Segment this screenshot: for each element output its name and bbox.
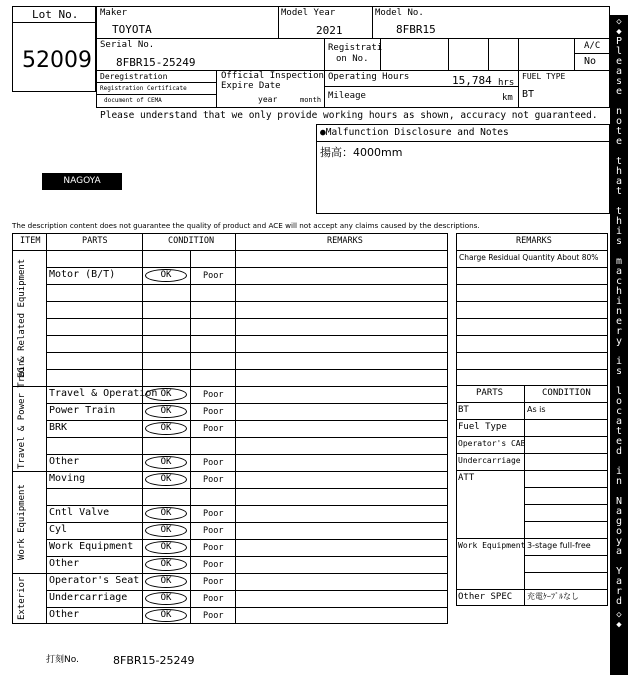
diamond-icon: ◆ bbox=[616, 620, 622, 630]
row-divider bbox=[46, 539, 448, 540]
hrs-label: hrs bbox=[498, 78, 515, 88]
poor-option: Poor bbox=[203, 543, 224, 553]
remarks-entry: Charge Residual Quantity About 80% bbox=[459, 253, 599, 262]
expire-date-label: Expire Date bbox=[221, 81, 281, 91]
row-divider bbox=[46, 403, 448, 404]
row-divider bbox=[46, 590, 448, 591]
operating-hours-value: 15,784 bbox=[452, 74, 492, 87]
group-divider bbox=[12, 386, 448, 387]
remarks-header: REMARKS bbox=[516, 236, 552, 246]
sidebar-word: l o c a t e d bbox=[615, 386, 623, 457]
ok-circled-mark: OK bbox=[145, 456, 187, 469]
sidebar-word: t h a t bbox=[615, 156, 623, 197]
document-cema-label: document of CEMA bbox=[104, 97, 162, 104]
part-name: Cyl bbox=[49, 524, 68, 535]
parts-header-divider bbox=[456, 402, 608, 403]
poor-option: Poor bbox=[203, 594, 224, 604]
row-divider bbox=[46, 437, 448, 438]
parts-entry: Other SPEC bbox=[458, 592, 513, 602]
poor-option: Poor bbox=[203, 526, 224, 536]
registration-label-2: on No. bbox=[336, 54, 369, 64]
poor-option: Poor bbox=[203, 271, 224, 281]
group-label: Work Equipment bbox=[17, 484, 27, 560]
row-divider bbox=[46, 318, 448, 319]
malfunction-title: ●Malfunction Disclosure and Notes bbox=[320, 127, 509, 138]
row-divider bbox=[46, 369, 448, 370]
col-divider-item bbox=[46, 233, 47, 624]
malfunction-note: 揚高：4000mm bbox=[320, 146, 403, 159]
row-divider bbox=[46, 284, 448, 285]
poor-option: Poor bbox=[203, 424, 224, 434]
disclaimer-text: The description content does not guarantee the quality of product and ACE will not accept any claims caused by the descriptions. bbox=[12, 221, 480, 230]
location-badge-text: NAGOYA bbox=[63, 176, 101, 186]
diamond-icon: ◇ bbox=[616, 17, 622, 27]
row-divider bbox=[46, 301, 448, 302]
part-name: BRK bbox=[49, 422, 68, 433]
ok-circled-mark: OK bbox=[145, 422, 187, 435]
header-remarks: REMARKS bbox=[327, 236, 363, 246]
parts-entry: Undercarriage bbox=[458, 456, 521, 465]
part-name: Other bbox=[49, 558, 80, 569]
row-divider bbox=[46, 556, 448, 557]
fuel-type-label: FUEL TYPE bbox=[522, 72, 566, 81]
stamp-label: 打刻No. bbox=[46, 655, 79, 665]
group-label: Exterior bbox=[17, 576, 27, 621]
condition-entry: 3-stage full-free bbox=[527, 541, 591, 550]
poor-option: Poor bbox=[203, 475, 224, 485]
parts-row-divider bbox=[456, 538, 608, 539]
sidebar-word: t h i s bbox=[615, 206, 623, 247]
fuel-type-value: BT bbox=[522, 89, 535, 100]
condition-entry: 充電ｹｰﾌﾞﾙなし bbox=[527, 592, 579, 601]
part-name: Undercarriage bbox=[49, 592, 128, 603]
part-name: Power Train bbox=[49, 405, 116, 416]
parts-entry: ATT bbox=[458, 473, 475, 483]
sidebar-word: N a g o y a bbox=[615, 496, 623, 557]
poor-option: Poor bbox=[203, 560, 224, 570]
col-divider-parts bbox=[142, 233, 143, 624]
model-year-value: 2021 bbox=[316, 24, 343, 37]
notice-text: Please understand that we only provide working hours as shown, accuracy not guaranteed. bbox=[100, 110, 598, 121]
remarks-row-divider bbox=[456, 318, 608, 319]
parts-row-divider bbox=[524, 504, 608, 505]
sidebar-word: m a c h i n e r y bbox=[615, 256, 623, 347]
parts-row-divider bbox=[456, 453, 608, 454]
lot-no-label: Lot No. bbox=[32, 8, 79, 21]
maker-label: Maker bbox=[100, 8, 128, 18]
ac-label: A/C bbox=[584, 41, 601, 51]
operating-hours-label: Operating Hours bbox=[328, 72, 410, 82]
condition-header: CONDITION bbox=[542, 388, 591, 398]
deregistration-label: Deregistration bbox=[100, 72, 168, 81]
ok-circled-mark: OK bbox=[145, 524, 187, 537]
part-name: Work Equipment bbox=[49, 541, 134, 552]
header-item: ITEM bbox=[20, 236, 41, 246]
part-name: Cntl Valve bbox=[49, 507, 110, 518]
group-label: Travel & Power Train bbox=[17, 360, 27, 469]
stamp-value: 8FBR15-25249 bbox=[113, 654, 195, 667]
parts-entry: Operator's CAB bbox=[458, 439, 526, 448]
remarks-row-divider bbox=[456, 284, 608, 285]
ok-circled-mark: OK bbox=[145, 269, 187, 282]
row-divider bbox=[46, 522, 448, 523]
registration-label-1: Registrati bbox=[328, 43, 383, 53]
part-name: Moving bbox=[49, 473, 86, 484]
parts-entry: Fuel Type bbox=[458, 422, 507, 432]
poor-option: Poor bbox=[203, 577, 224, 587]
row-divider bbox=[46, 607, 448, 608]
poor-option: Poor bbox=[203, 509, 224, 519]
ok-circled-mark: OK bbox=[145, 592, 187, 605]
ok-circled-mark: OK bbox=[145, 388, 187, 401]
parts-entry: Work Equipment bbox=[458, 541, 526, 550]
poor-option: Poor bbox=[203, 458, 224, 468]
remarks-row-divider bbox=[456, 352, 608, 353]
group-divider bbox=[12, 471, 448, 472]
ok-circled-mark: OK bbox=[145, 575, 187, 588]
part-name: Other bbox=[49, 456, 80, 467]
model-no-value: 8FBR15 bbox=[396, 23, 436, 36]
month-label: month bbox=[300, 96, 322, 104]
location-sidebar bbox=[610, 15, 628, 675]
parts-row-divider bbox=[456, 470, 608, 471]
poor-option: Poor bbox=[203, 390, 224, 400]
maker-value: TOYOTA bbox=[112, 23, 152, 36]
ok-circled-mark: OK bbox=[145, 507, 187, 520]
ac-value: No bbox=[584, 56, 597, 67]
remarks-row-divider bbox=[456, 301, 608, 302]
col-divider-remarks bbox=[235, 233, 236, 624]
model-no-label: Model No. bbox=[375, 8, 424, 18]
part-name: Operator's Seat bbox=[49, 575, 140, 586]
parts-entry: BT bbox=[458, 405, 469, 415]
sidebar-word: i s bbox=[615, 356, 623, 377]
header-condition: CONDITION bbox=[168, 236, 215, 246]
remarks-header-divider bbox=[456, 250, 608, 251]
ok-circled-mark: OK bbox=[145, 558, 187, 571]
poor-option: Poor bbox=[203, 407, 224, 417]
row-divider bbox=[46, 505, 448, 506]
parts-row-divider bbox=[524, 487, 608, 488]
official-inspection-label: Official Inspection bbox=[221, 71, 324, 81]
parts-row-divider bbox=[456, 589, 608, 590]
row-divider bbox=[46, 454, 448, 455]
poor-option: Poor bbox=[203, 611, 224, 621]
serial-no-value: 8FBR15-25249 bbox=[116, 56, 196, 69]
diamond-icon: ◆ bbox=[616, 27, 622, 37]
sidebar-word: Y a r d bbox=[615, 566, 623, 607]
model-year-label: Model Year bbox=[281, 8, 336, 18]
part-name: Motor (B/T) bbox=[49, 269, 116, 280]
parts-row-divider bbox=[524, 572, 608, 573]
header-parts: PARTS bbox=[82, 236, 108, 246]
group-divider bbox=[12, 573, 448, 574]
km-label: km bbox=[502, 93, 513, 103]
remarks-row-divider bbox=[456, 335, 608, 336]
lot-no: 52009 bbox=[22, 48, 92, 73]
row-divider bbox=[46, 267, 448, 268]
row-divider bbox=[46, 488, 448, 489]
group-label: EG & Related Equipment bbox=[17, 258, 27, 378]
row-divider bbox=[46, 420, 448, 421]
parts-row-divider bbox=[456, 419, 608, 420]
ok-circled-mark: OK bbox=[145, 541, 187, 554]
location-badge bbox=[42, 173, 122, 190]
part-name: Travel & Operation bbox=[49, 388, 158, 399]
row-divider bbox=[46, 335, 448, 336]
sidebar-word: i n bbox=[615, 466, 623, 487]
parts-row-divider bbox=[524, 521, 608, 522]
row-divider bbox=[46, 352, 448, 353]
ok-circled-mark: OK bbox=[145, 609, 187, 622]
serial-no-label: Serial No. bbox=[100, 40, 155, 50]
diamond-icon: ◇ bbox=[616, 610, 622, 620]
ok-circled-mark: OK bbox=[145, 405, 187, 418]
part-name: Other bbox=[49, 609, 80, 620]
sidebar-word: n o t e bbox=[615, 106, 623, 147]
remarks-row-divider bbox=[456, 267, 608, 268]
condition-entry: As is bbox=[527, 405, 546, 414]
ok-circled-mark: OK bbox=[145, 473, 187, 486]
mileage-label: Mileage bbox=[328, 91, 366, 101]
header-divider bbox=[12, 250, 448, 251]
year-label: year bbox=[258, 95, 278, 104]
parts-header: PARTS bbox=[476, 388, 504, 398]
parts-row-divider bbox=[524, 555, 608, 556]
parts-row-divider bbox=[456, 436, 608, 437]
registration-certificate-label: Registration Certificate bbox=[100, 85, 187, 92]
remarks-row-divider bbox=[456, 369, 608, 370]
sidebar-word: P l e a s e bbox=[615, 36, 623, 97]
